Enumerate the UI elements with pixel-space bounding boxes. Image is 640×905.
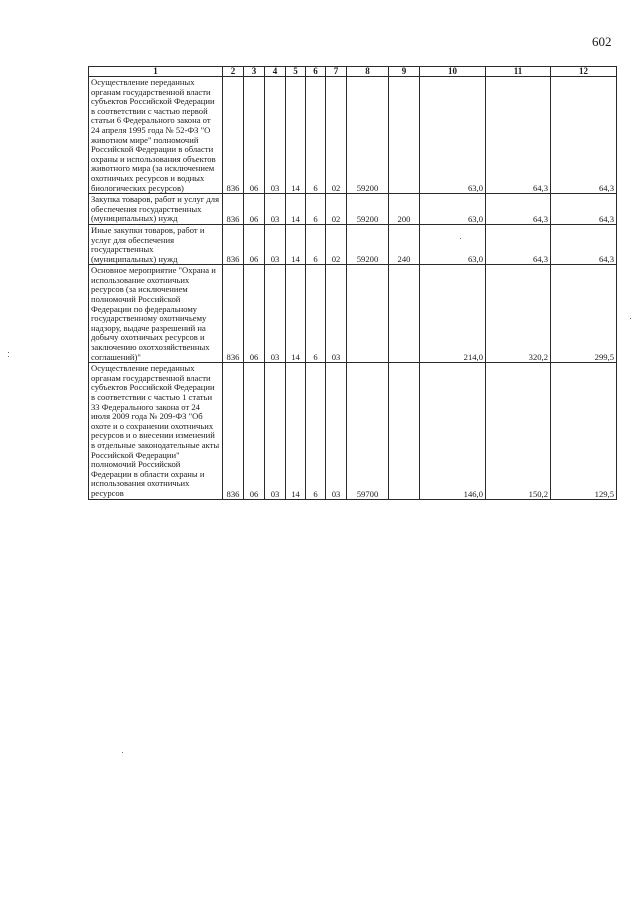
cell-amount-col12: 64,3 [551,194,617,225]
cell-amount-col12: 299,5 [551,265,617,363]
cell-subprogram: 6 [306,265,326,363]
column-header-6: 6 [306,67,326,77]
cell-expense-type: 200 [389,194,420,225]
cell-admin-code: 836 [223,194,244,225]
column-header-12: 12 [551,67,617,77]
row-description: Осуществление переданных органам государственной власти субъектов Российской Федерации в соответствии с частью 1 статьи 33 Федерального закона от 24 июля 2009 года № 209-ФЗ "Об охоте и о сохранении охотничьих ресурсов и о внесении изменений в отдельные законодательные акты Российской Федерации" полномочий Российской Федерации в области охраны и использования охотничьих ресурсов [89,363,223,499]
cell-direction: 59200 [347,224,389,264]
column-header-1: 1 [89,67,223,77]
row-description: Иные закупки товаров, работ и услуг для обеспечения государственных (муниципальных) нужд [89,224,223,264]
cell-amount-col11: 64,3 [486,77,551,194]
cell-expense-type: 240 [389,224,420,264]
cell-subsection: 03 [265,77,286,194]
row-description: Закупка товаров, работ и услуг для обеспечения государственных (муниципальных) нужд [89,194,223,225]
cell-direction: 59700 [347,363,389,499]
table-row [89,363,617,499]
cell-section: 06 [244,224,265,264]
cell-subsection: 03 [265,265,286,363]
cell-program: 14 [286,194,306,225]
table-row [89,77,617,194]
column-header-2: 2 [223,67,244,77]
cell-program: 14 [286,224,306,264]
cell-amount-col10: 63,0 [420,224,486,264]
cell-admin-code: 836 [223,363,244,499]
cell-amount-col11: 64,3 [486,224,551,264]
cell-subsection: 03 [265,363,286,499]
cell-subprogram: 6 [306,77,326,194]
cell-subprogram: 6 [306,363,326,499]
cell-section: 06 [244,77,265,194]
cell-amount-col11: 150,2 [486,363,551,499]
cell-program: 14 [286,363,306,499]
table-row [89,194,617,225]
cell-direction: 59200 [347,77,389,194]
cell-amount-col11: 64,3 [486,194,551,225]
column-header-11: 11 [486,67,551,77]
column-header-7: 7 [326,67,347,77]
cell-admin-code: 836 [223,77,244,194]
cell-direction: 59200 [347,194,389,225]
cell-amount-col12: 129,5 [551,363,617,499]
cell-measure: 03 [326,363,347,499]
cell-admin-code: 836 [223,224,244,264]
cell-amount-col12: 64,3 [551,77,617,194]
table-row [89,224,617,264]
cell-program: 14 [286,265,306,363]
cell-subsection: 03 [265,224,286,264]
cell-subprogram: 6 [306,194,326,225]
row-description: Основное мероприятие "Охрана и использование охотничьих ресурсов (за исключением полномочий Российской Федерации по федеральному государственному охотничьему надзору, выдаче разрешений на добычу охотничьих ресурсов и заключению охотхозяйственных соглашений)" [89,265,223,363]
column-header-4: 4 [265,67,286,77]
table-header-row [89,67,617,77]
cell-measure: 02 [326,224,347,264]
column-header-3: 3 [244,67,265,77]
cell-amount-col10: 63,0 [420,77,486,194]
cell-direction [347,265,389,363]
cell-section: 06 [244,265,265,363]
cell-expense-type [389,77,420,194]
cell-amount-col11: 320,2 [486,265,551,363]
cell-amount-col10: 214,0 [420,265,486,363]
cell-amount-col12: 64,3 [551,224,617,264]
budget-table [88,66,617,500]
table-row [89,265,617,363]
cell-expense-type [389,265,420,363]
cell-subprogram: 6 [306,224,326,264]
row-description: Осуществление переданных органам государственной власти субъектов Российской Федерации в соответствии с частью первой статьи 6 Федерального закона от 24 апреля 1995 года № 52-ФЗ "О животном мире" полномочий Российской Федерации в области охраны и использования объектов животного мира (за исключением охотничьих ресурсов и водных биологических ресурсов) [89,77,223,194]
page-number: 602 [592,34,612,49]
cell-measure: 03 [326,265,347,363]
cell-measure: 02 [326,194,347,225]
cell-section: 06 [244,194,265,225]
cell-measure: 02 [326,77,347,194]
column-header-5: 5 [286,67,306,77]
cell-admin-code: 836 [223,265,244,363]
cell-section: 06 [244,363,265,499]
column-header-8: 8 [347,67,389,77]
scan-speck [8,356,9,357]
scan-speck [460,238,461,239]
column-header-9: 9 [389,67,420,77]
scan-speck [8,352,9,353]
cell-amount-col10: 146,0 [420,363,486,499]
cell-subsection: 03 [265,194,286,225]
cell-program: 14 [286,77,306,194]
cell-amount-col10: 63,0 [420,194,486,225]
scan-speck [122,752,123,753]
scan-speck [630,318,631,319]
column-header-10: 10 [420,67,486,77]
cell-expense-type [389,363,420,499]
